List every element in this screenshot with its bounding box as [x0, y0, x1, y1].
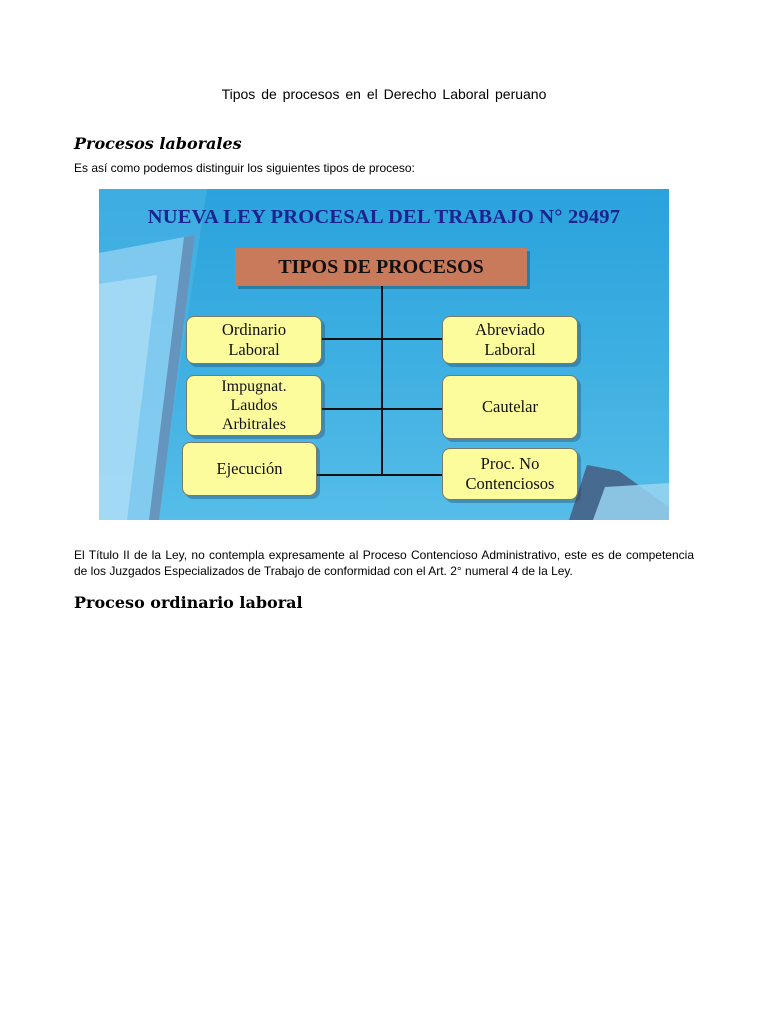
diagram-title: NUEVA LEY PROCESAL DEL TRABAJO N° 29497 [147, 206, 621, 228]
node-abreviado-laboral: Abreviado Laboral [442, 316, 578, 364]
intro-text: Es así como podemos distinguir los siguientes tipos de proceso: [74, 161, 415, 175]
node-cautelar: Cautelar [442, 375, 578, 439]
node-ordinario-laboral: Ordinario Laboral [186, 316, 322, 364]
process-types-diagram [99, 189, 669, 520]
types-header-box: TIPOS DE PROCESOS [235, 248, 527, 286]
section-heading-proceso-ordinario: Proceso ordinario laboral [74, 593, 303, 612]
section-heading-procesos-laborales: Procesos laborales [74, 134, 242, 153]
document-title: Tipos de procesos en el Derecho Laboral peruano [221, 86, 547, 102]
body-paragraph: El Título II de la Ley, no contempla expresamente al Proceso Contencioso Administrativo, este es de competencia de los Juzgados Especializados de Trabajo de conformidad con el Art. 2° numeral 4 de la Ley. [74, 548, 694, 578]
node-ejecucion: Ejecución [182, 442, 317, 496]
node-impugnacion-laudos-arbitrales: Impugnat. Laudos Arbitrales [186, 375, 322, 436]
node-proc-no-contenciosos: Proc. No Contenciosos [442, 448, 578, 500]
